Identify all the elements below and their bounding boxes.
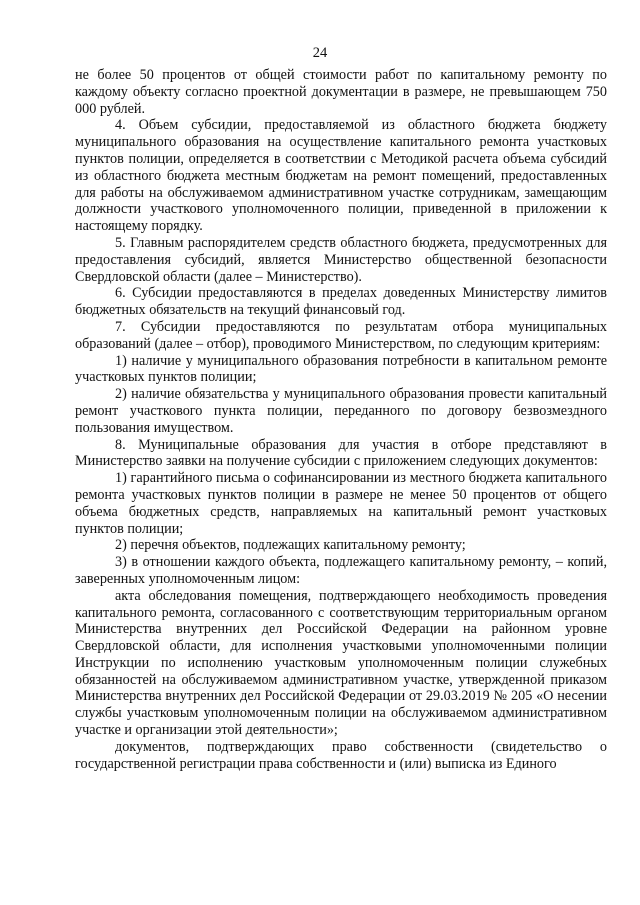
- paragraph: 8. Муниципальные образования для участия в отборе представляют в Министерство заявки на получение субсидии с приложением следующих документов:: [75, 436, 607, 470]
- paragraph: 1) наличие у муниципального образования потребности в капитальном ремонте участковых пунктов полиции;: [75, 352, 607, 386]
- paragraph: 2) перечня объектов, подлежащих капитальному ремонту;: [115, 537, 466, 554]
- paragraph: 7. Субсидии предоставляются по результатам отбора муниципальных образований (далее – отбор), проводимого Министерством, по следующим критериям:: [75, 318, 607, 352]
- paragraph: 1) гарантийного письма о софинансировании из местного бюджета капитального ремонта участковых пунктов полиции в размере не менее 50 процентов от общего объема бюджетных средств, направляемых на капитальный ремонт участковых пунктов полиции;: [75, 470, 607, 537]
- paragraph: документов, подтверждающих право собственности (свидетельство о государственной регистрации права собственности и (или) выписка из Единого: [75, 738, 607, 772]
- paragraph: 6. Субсидии предоставляются в пределах доведенных Министерству лимитов бюджетных обязательств на текущий финансовый год.: [75, 285, 607, 319]
- page-number: 24: [312, 45, 328, 61]
- paragraph: 4. Объем субсидии, предоставляемой из областного бюджета бюджету муниципального образования на осуществление капитального ремонта участковых пунктов полиции, определяется в соответствии с Методикой расчета объема субсидий из областного бюджета местным бюджетам на ремонт помещений, предоставленных для работы на обслуживаемом административном участке сотрудникам, замещающим должности участкового уполномоченного полиции, приведенной в приложении к настоящему порядку.: [75, 117, 607, 235]
- paragraph: акта обследования помещения, подтверждающего необходимость проведения капитального ремонта, согласованного с соответствующим территориальным органом Министерства внутренних дел Российской Федерации на районном уровне Свердловской области, для исполнения участковыми уполномоченными полиции Инструкции по исполнению участковым уполномоченным полиции служебных обязанностей на обслуживаемом административном участке, утвержденной приказом Министерства внутренних дел Российской Федерации от 29.03.2019 № 205 «О несении службы участковым уполномоченным полиции на обслуживаемом административном участке и организации этой деятельности»;: [75, 587, 607, 739]
- paragraph: 3) в отношении каждого объекта, подлежащего капитальному ремонту, – копий, заверенных уполномоченным лицом:: [75, 554, 607, 587]
- document-body: [75, 67, 607, 772]
- paragraph: 2) наличие обязательства у муниципального образования провести капитальный ремонт участкового пункта полиции, переданного по договору безвозмездного пользования имуществом.: [75, 386, 607, 436]
- paragraph: 5. Главным распорядителем средств областного бюджета, предусмотренных для предоставления субсидий, является Министерство общественной безопасности Свердловской области (далее – Министерство).: [75, 234, 607, 285]
- paragraph: не более 50 процентов от общей стоимости работ по капитальному ремонту по каждому объекту согласно проектной документации в размере, не превышающем 750 000 рублей.: [75, 67, 607, 117]
